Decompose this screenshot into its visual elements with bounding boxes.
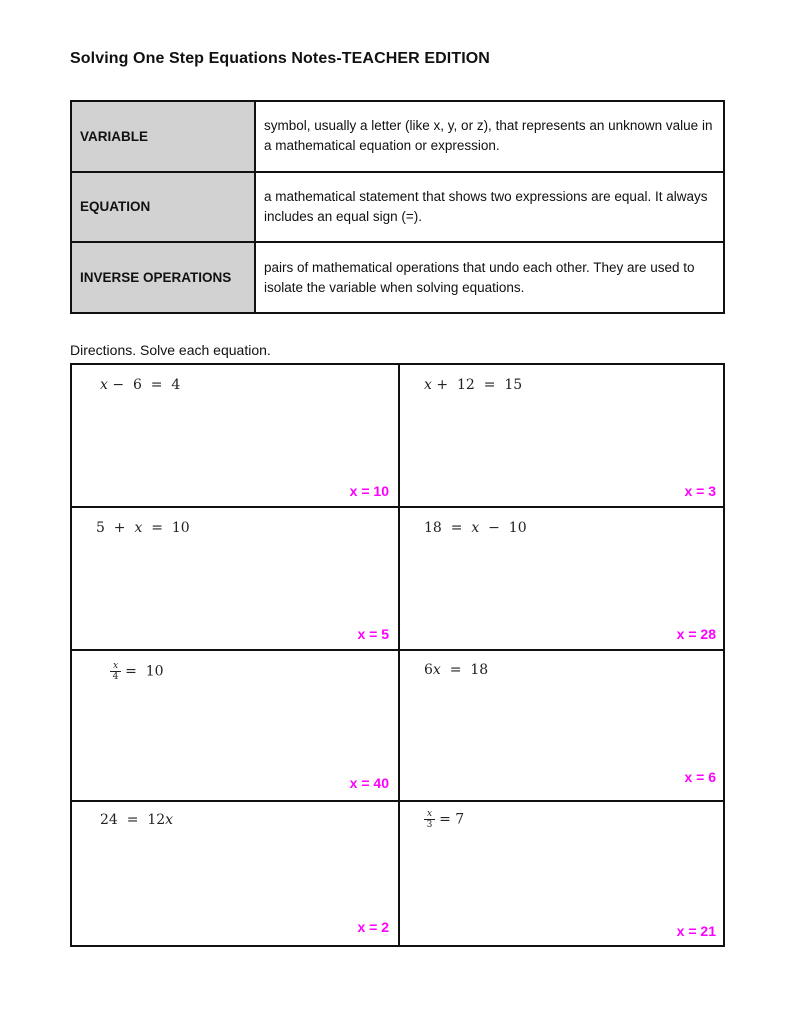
answer-label: x = 6: [684, 769, 716, 785]
grid-divider: [72, 649, 723, 651]
grid-divider: [72, 800, 723, 802]
equation: x − 6 = 4: [100, 377, 181, 393]
fraction: $\frac{x}{4}$: [110, 661, 121, 682]
answer-label: x = 3: [684, 483, 716, 499]
vocab-definition: symbol, usually a letter (like x, y, or z), that represents an unknown value in a mathematical equation or expression.: [255, 101, 724, 172]
problem-grid: [70, 363, 725, 947]
page-title: Solving One Step Equations Notes-TEACHER EDITION: [70, 50, 490, 67]
equation: $\frac{x}{4}$ = 10: [110, 661, 164, 682]
equation: x + 12 = 15: [424, 377, 523, 393]
vocabulary-table: [70, 100, 725, 314]
vocab-term: EQUATION: [71, 172, 255, 243]
vocab-term: VARIABLE: [71, 101, 255, 172]
equation: 18 = x − 10: [424, 520, 527, 536]
answer-label: x = 21: [676, 923, 716, 939]
vocab-term: INVERSE OPERATIONS: [71, 242, 255, 313]
equation: $\frac{x}{3}$ = 7: [424, 809, 464, 830]
vocab-row-inverse-operations: [71, 242, 724, 313]
directions-text: Directions. Solve each equation.: [70, 342, 271, 358]
answer-label: x = 40: [349, 775, 389, 791]
equation: 6x = 18: [424, 662, 489, 678]
grid-divider-vertical: [398, 365, 400, 945]
answer-label: x = 28: [676, 626, 716, 642]
vocab-row-equation: [71, 172, 724, 243]
answer-label: x = 10: [349, 483, 389, 499]
vocab-row-variable: [71, 101, 724, 172]
answer-label: x = 2: [357, 919, 389, 935]
grid-divider: [72, 506, 723, 508]
vocab-definition: pairs of mathematical operations that undo each other. They are used to isolate the variable when solving equations.: [255, 242, 724, 313]
equation: 5 + x = 10: [96, 520, 190, 536]
answer-label: x = 5: [357, 626, 389, 642]
fraction: $\frac{x}{3}$: [424, 809, 435, 830]
vocab-definition: a mathematical statement that shows two expressions are equal. It always includes an equal sign (=).: [255, 172, 724, 243]
equation: 24 = 12x: [100, 812, 174, 828]
